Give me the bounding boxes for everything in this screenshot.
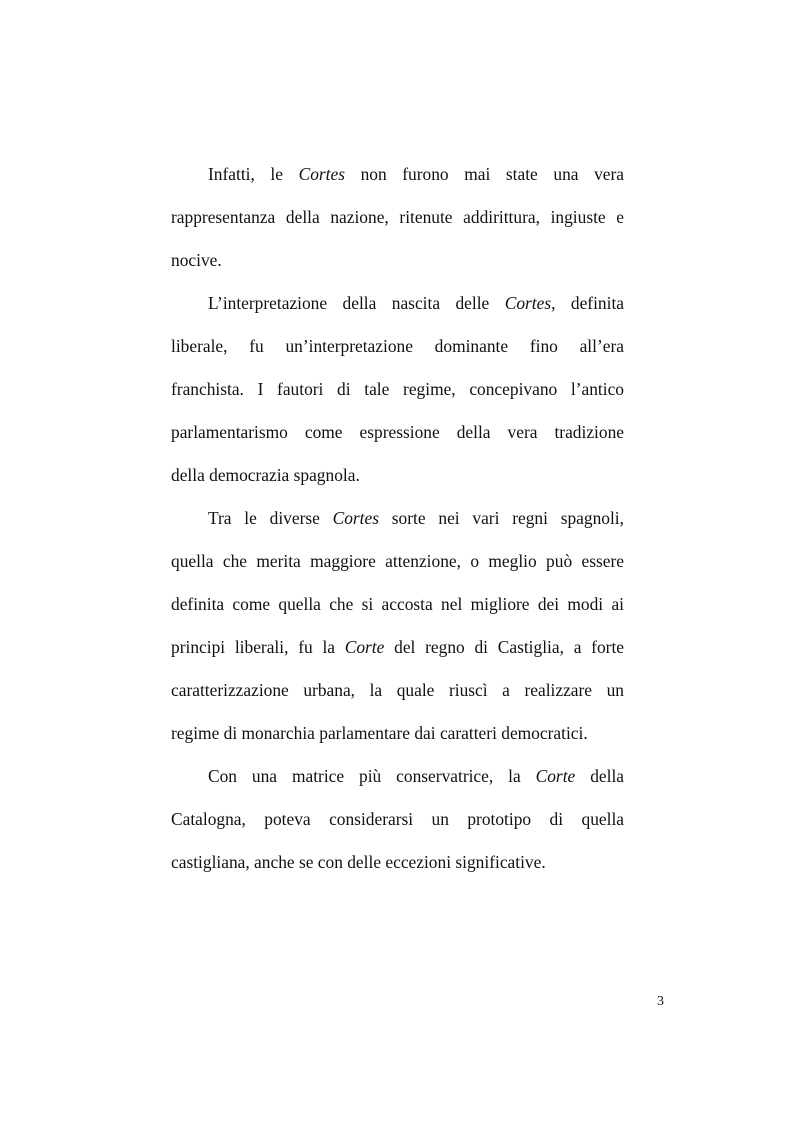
paragraph-3-line-4: principi liberali, fu la Corte del regno di Castiglia, a forte xyxy=(171,637,624,657)
paragraph-3-line-2: quella che merita maggiore attenzione, o meglio può essere xyxy=(171,551,624,571)
paragraph-1-line-3: nocive. xyxy=(171,250,222,270)
page-number: 3 xyxy=(657,994,664,1009)
paragraph-2-line-2: liberale, fu un’interpretazione dominante fino all’era xyxy=(171,336,624,356)
paragraph-3-line-6: regime di monarchia parlamentare dai caratteri democratici. xyxy=(171,723,588,743)
paragraph-3-line-1: Tra le diverse Cortes sorte nei vari regni spagnoli, xyxy=(208,508,624,528)
paragraph-1-line-1: Infatti, le Cortes non furono mai state una vera xyxy=(208,164,624,184)
paragraph-2-line-1: L’interpretazione della nascita delle Cortes, definita xyxy=(208,293,625,313)
paragraph-1-line-2: rappresentanza della nazione, ritenute addirittura, ingiuste e xyxy=(171,207,624,227)
paragraph-4-line-2: Catalogna, poteva considerarsi un prototipo di quella xyxy=(171,809,624,829)
paragraph-2-line-4: parlamentarismo come espressione della vera tradizione xyxy=(171,422,624,442)
paragraph-3-line-3: definita come quella che si accosta nel migliore dei modi ai xyxy=(171,594,624,614)
paragraph-2-line-5: della democrazia spagnola. xyxy=(171,465,360,485)
paragraph-4-line-1: Con una matrice più conservatrice, la Corte della xyxy=(208,766,624,786)
paragraph-4-line-3: castigliana, anche se con delle eccezioni significative. xyxy=(171,852,546,872)
paragraph-2-line-3: franchista. I fautori di tale regime, concepivano l’antico xyxy=(171,379,624,399)
paragraph-3-line-5: caratterizzazione urbana, la quale riuscì a realizzare un xyxy=(171,680,624,700)
